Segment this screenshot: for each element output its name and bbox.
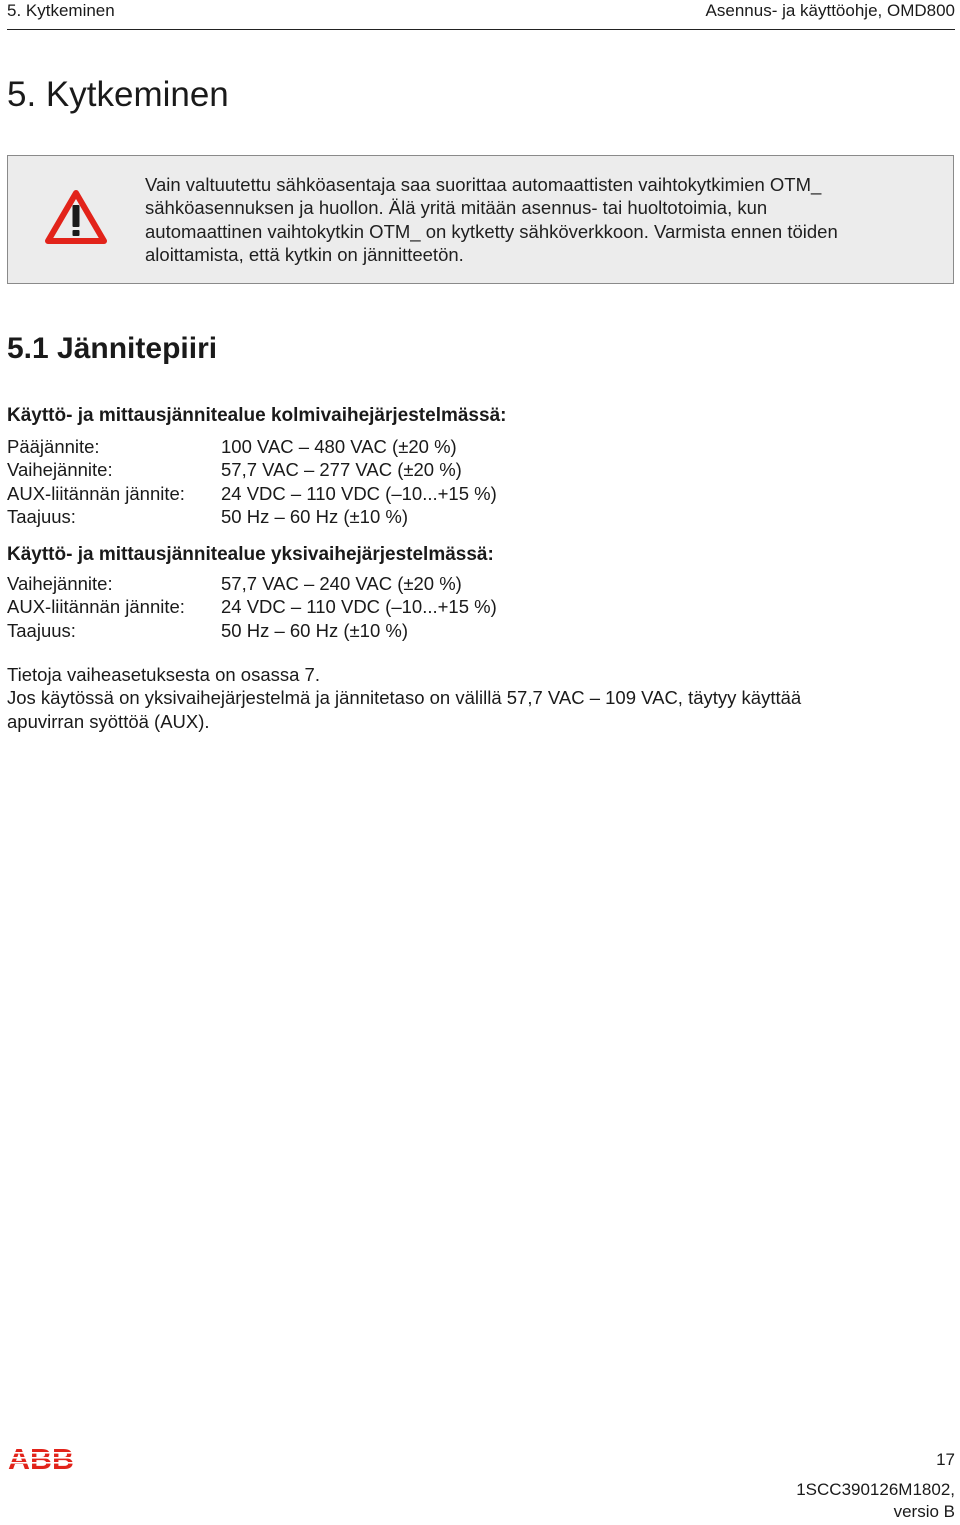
spec-value: 57,7 VAC – 240 VAC (±20 %) [221,573,462,594]
spec-value: 50 Hz – 60 Hz (±10 %) [221,505,409,527]
spec-label: AUX-liitännän jännite: [7,482,185,504]
warning-line: sähköasennuksen ja huollon. Älä yritä mitään asennus- tai huoltotoimia, kun [145,197,768,219]
three-phase-spec-list [7,435,497,528]
spec-row [7,595,497,618]
warning-box [7,155,954,284]
spec-label: Vaihejännite: [7,459,113,481]
note-line: Jos käytössä on yksivaihejärjestelmä ja jännitetaso on välillä 57,7 VAC – 109 VAC, täytyy käyttää [7,687,802,709]
single-phase-spec-list [7,572,497,642]
spec-row [7,505,497,528]
spec-row [7,458,497,481]
note-line: apuvirran syöttöä (AUX). [7,710,210,732]
three-phase-heading: Käyttö- ja mittausjännitealue kolmivaihejärjestelmässä: [7,405,507,426]
header-divider [7,29,955,30]
notes [7,663,947,733]
spec-row [7,572,497,595]
spec-value: 24 VDC – 110 VDC (–10...+15 %) [221,596,497,618]
spec-label: Taajuus: [7,505,76,527]
warning-line: aloittamista, että kytkin on jännitteetön. [145,243,464,265]
warning-text [145,173,935,266]
spec-row [7,482,497,505]
abb-logo [7,1444,75,1472]
spec-label: AUX-liitännän jännite: [7,596,185,618]
spec-value: 100 VAC – 480 VAC (±20 %) [221,436,457,457]
spec-row [7,435,497,458]
spec-label: Taajuus: [7,619,76,641]
note-line: Tietoja vaiheasetuksesta on osassa 7. [7,664,320,685]
warning-triangle-icon [44,188,108,246]
spec-label: Vaihejännite: [7,573,113,594]
warning-line: automaattinen vaihtokytkin OTM_ on kytketty sähköverkkoon. Varmista ennen töiden [145,220,838,242]
running-header-doc-title: Asennus- ja käyttöohje, OMD800 [705,1,955,20]
running-header-section: 5. Kytkeminen [7,1,115,20]
warning-line: Vain valtuutettu sähköasentaja saa suorittaa automaattisten vaihtokytkimien OTM_ [145,174,822,195]
page-number: 17 [936,1450,955,1469]
spec-row [7,619,497,642]
document-version: versio B [893,1502,955,1521]
document-id [796,1479,955,1523]
spec-value: 24 VDC – 110 VDC (–10...+15 %) [221,482,497,504]
single-phase-heading: Käyttö- ja mittausjännitealue yksivaihejärjestelmässä: [7,544,494,565]
section-title: 5.1 Jännitepiiri [7,332,218,365]
spec-value: 50 Hz – 60 Hz (±10 %) [221,619,409,641]
spec-label: Pääjännite: [7,436,100,457]
chapter-title: 5. Kytkeminen [7,75,229,114]
document-id-line: 1SCC390126M1802, [796,1480,955,1499]
spec-value: 57,7 VAC – 277 VAC (±20 %) [221,459,462,481]
